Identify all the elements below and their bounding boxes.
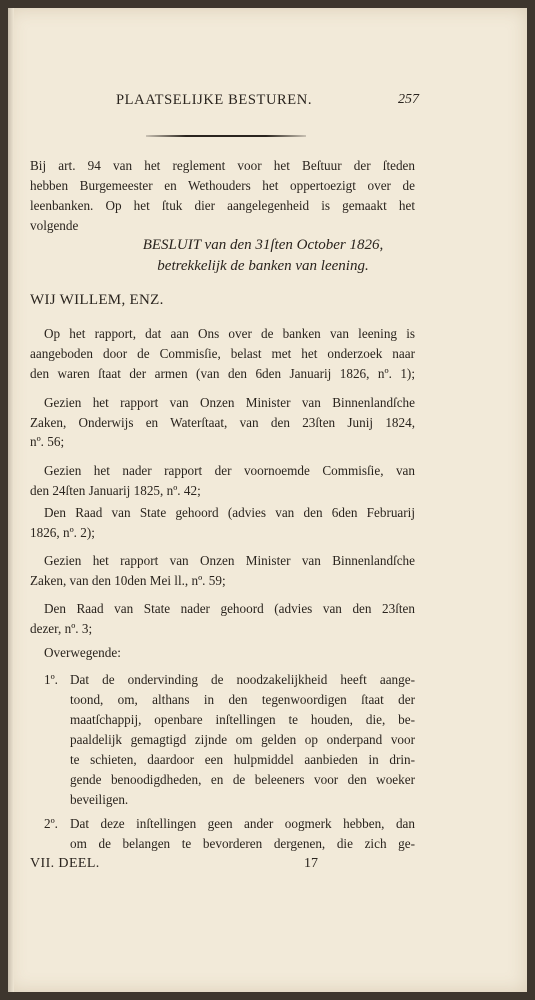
item-line: gende benoodigdheden, en de beleeners voor den woeker <box>70 772 415 787</box>
paragraph-line: 1826, nº. 2); <box>30 525 95 540</box>
paragraph-line: nº. 56; <box>30 434 65 449</box>
wij-willem-heading: WIJ WILLEM, ENZ. <box>30 292 164 308</box>
besluit-subheading: betrekkelijk de banken van leening. <box>157 258 369 274</box>
paragraph-line: den 24ſten Januarij 1825, nº. 42; <box>30 483 201 498</box>
paragraph-line: Den Raad van State nader gehoord (advies van den 23ſten <box>44 601 415 616</box>
item-line: toond, om, althans in den tegenwoordigen ſtaat der <box>70 692 415 707</box>
volume-signature: VII. DEEL. <box>30 856 100 871</box>
page-number: 257 <box>398 92 419 107</box>
item-line: te schieten, daardoor een hulpmiddel aanbieden in drin- <box>70 752 415 767</box>
paragraph-line: Den Raad van State gehoord (advies van den 6den Februarij <box>44 505 415 520</box>
overwegende-label: Overwegende: <box>44 645 121 660</box>
paragraph-line: den waren ſtaat der armen (van den 6den Januarij 1826, nº. 1); <box>30 366 415 381</box>
besluit-heading: BESLUIT van den 31ſten October 1826, <box>142 237 384 253</box>
paragraph-line: Gezien het rapport van Onzen Minister van Binnenlandſche <box>44 395 415 410</box>
intro-line: Bij art. 94 van het reglement voor het Beſtuur der ſteden <box>30 158 415 173</box>
page-sheet <box>8 8 527 992</box>
item-number: 2º. <box>44 816 58 831</box>
paragraph-line: dezer, nº. 3; <box>30 621 93 636</box>
item-line: om de belangen te bevorderen dergenen, die zich ge- <box>70 836 415 851</box>
header-divider <box>146 135 306 137</box>
page-text <box>8 8 527 992</box>
intro-line: hebben Burgemeester en Wethouders het oppertoezigt over de <box>30 178 415 193</box>
item-line: Dat deze inſtellingen geen ander oogmerk hebben, dan <box>70 816 415 831</box>
item-line: beveiligen. <box>70 792 129 807</box>
paragraph-line: Zaken, van den 10den Mei ll., nº. 59; <box>30 573 226 588</box>
running-header-title: PLAATSELIJKE BESTUREN. <box>116 92 313 108</box>
paragraph-line: Gezien het rapport van Onzen Minister van Binnenlandſche <box>44 553 415 568</box>
paragraph-line: Op het rapport, dat aan Ons over de banken van leening is <box>44 326 415 341</box>
intro-line: leenbanken. Op het ſtuk dier aangelegenheid is gemaakt het <box>30 198 415 213</box>
item-line: Dat de ondervinding de noodzakelijkheid heeft aange- <box>70 672 415 687</box>
item-number: 1º. <box>44 672 58 687</box>
paragraph-line: Zaken, Onderwijs en Waterſtaat, van den 23ſten Junij 1824, <box>30 415 415 430</box>
paragraph-line: Gezien het nader rapport der voornoemde Commisſie, van <box>44 463 415 478</box>
item-line: paaldelijk gemagtigd zijnde om gelden op onderpand voor <box>70 732 415 747</box>
item-line: maatſchappij, openbare inſtellingen te houden, die, be- <box>70 712 415 727</box>
gathering-signature: 17 <box>304 856 318 871</box>
paragraph-line: aangeboden door de Commisſie, belast met het onderzoek naar <box>30 346 415 361</box>
intro-line: volgende <box>30 218 79 233</box>
